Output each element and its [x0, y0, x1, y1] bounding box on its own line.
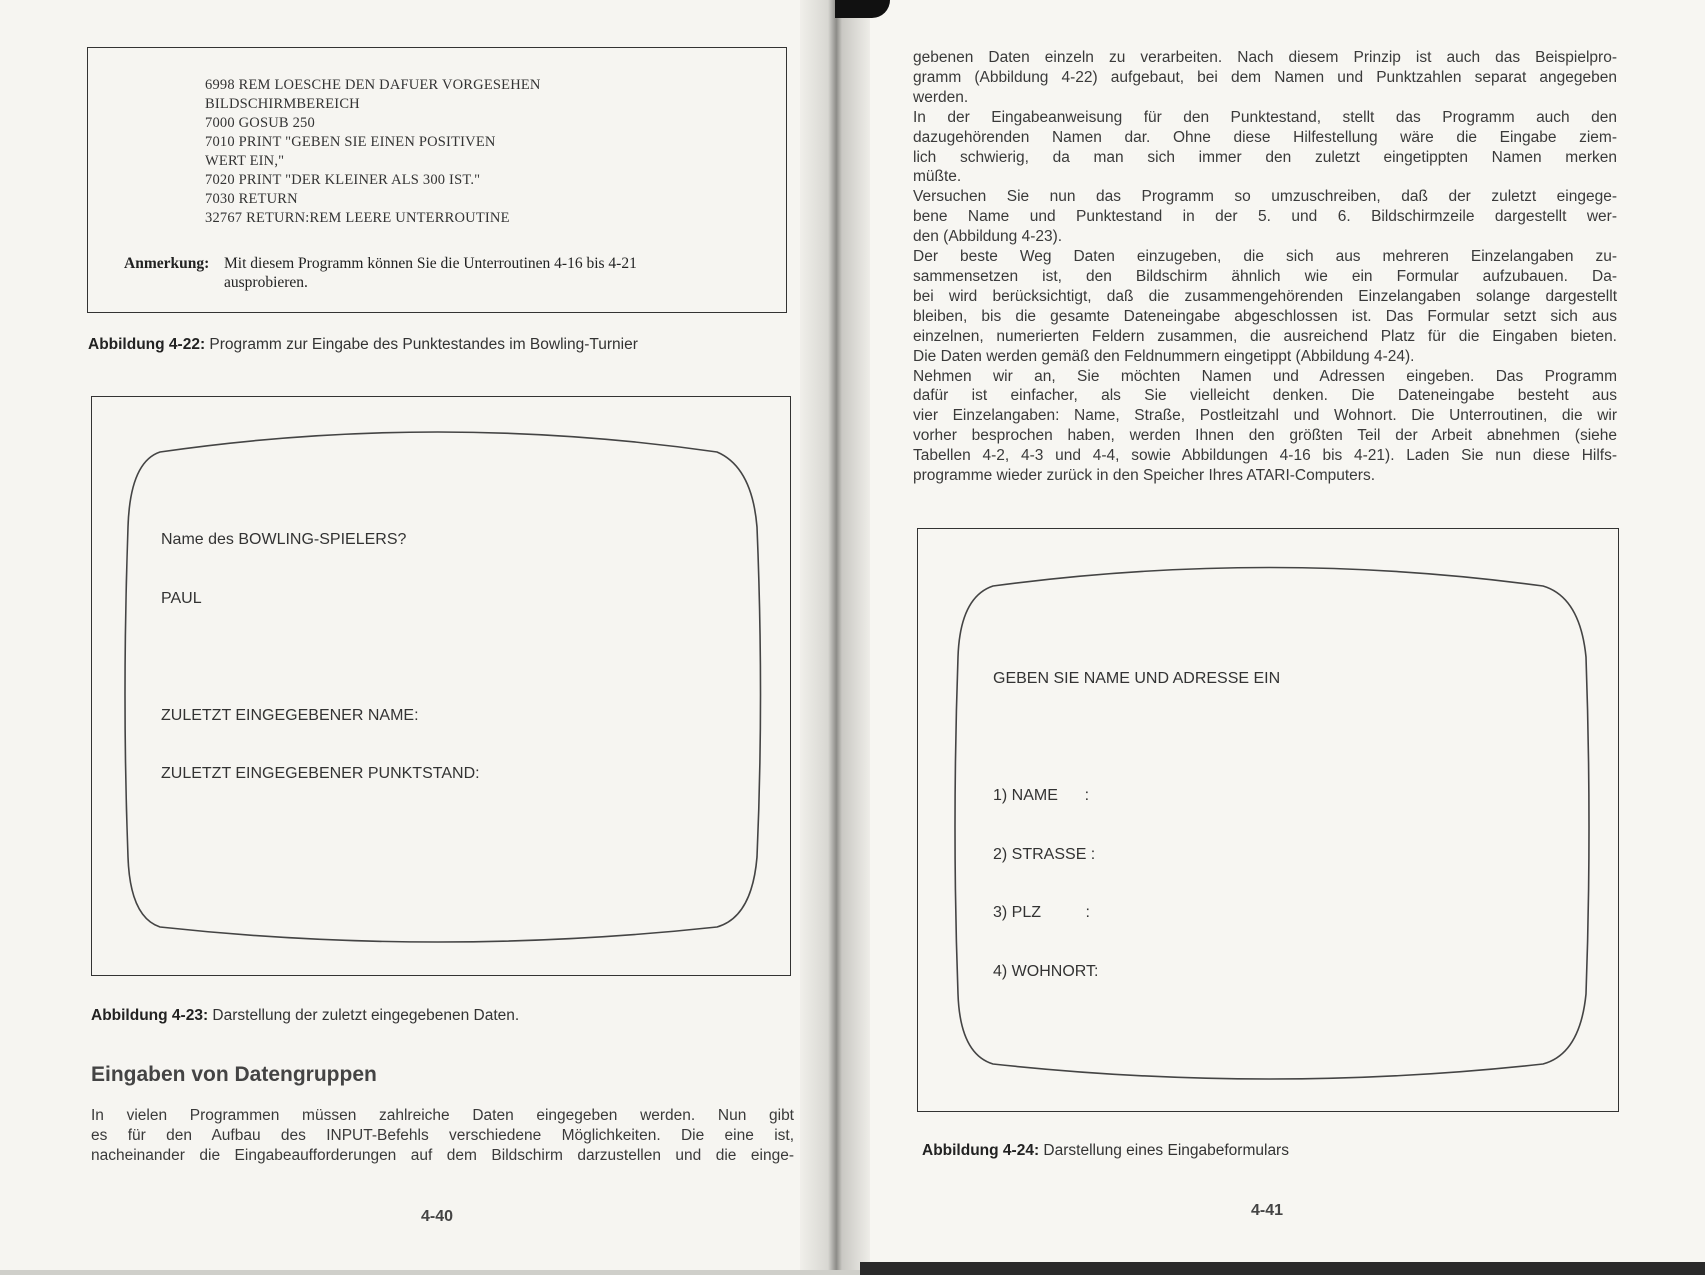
left-body-text	[91, 1106, 794, 1166]
code-line: 7030 RETURN	[205, 191, 298, 207]
left-page	[0, 0, 845, 1275]
body-line: werden.	[913, 88, 969, 106]
figure-23-frame	[91, 396, 791, 976]
body-line: nacheinander die Eingabeaufforderungen auf dem Bildschirm darzustellen und die einge-	[91, 1147, 794, 1164]
screen-line-blank	[161, 647, 480, 667]
figure-22-label: Abbildung 4-22:	[88, 336, 206, 353]
body-line: bleiben, bis die gesamte Dateneingabe abgeschlossen ist. Das Formular setzt sich aus	[913, 307, 1617, 325]
screen-line: 2) STRASSE :	[993, 845, 1096, 863]
code-line: 6998 REM LOESCHE DEN DAFUER VORGESEHEN	[205, 77, 541, 93]
page-number-left: 4-40	[421, 1208, 454, 1225]
figure-24-frame	[917, 528, 1619, 1112]
figure-24-caption	[922, 1142, 1289, 1160]
screen-23-text	[161, 491, 480, 823]
screen-line: 1) NAME :	[993, 787, 1090, 804]
screen-24-text	[993, 630, 1280, 1020]
body-line: Tabellen 4-2, 4-3 und 4-4, sowie Abbildungen 4-16 bis 4-21). Laden Sie nun diese Hilfs-	[913, 447, 1617, 465]
body-line: programme wieder zurück in den Speicher Ihres ATARI-Computers.	[913, 467, 1376, 485]
figure-24-label: Abbildung 4-24:	[922, 1142, 1040, 1159]
screen-line: 3) PLZ :	[993, 904, 1090, 921]
figure-24-text: Darstellung eines Eingabeformulars	[1043, 1142, 1289, 1159]
body-line: gebenen Daten einzeln zu verarbeiten. Nach diesem Prinzip ist auch das Beispielpro-	[913, 49, 1617, 66]
screen-line: 4) WOHNORT:	[993, 962, 1099, 980]
screen-line: Name des BOWLING-SPIELERS?	[161, 531, 407, 548]
figure-23-label: Abbildung 4-23:	[91, 1007, 209, 1024]
code-line: 7020 PRINT "DER KLEINER ALS 300 IST."	[205, 172, 481, 188]
screen-line: ZULETZT EINGEGEBENER NAME:	[161, 706, 419, 724]
code-line: WERT EIN,"	[205, 153, 285, 169]
note-label: Anmerkung:	[124, 255, 210, 272]
code-line: 7010 PRINT "GEBEN SIE EINEN POSITIVEN	[205, 134, 496, 150]
body-line: Der beste Weg Daten einzugeben, die sich aus mehreren Einzelangaben zu-	[913, 248, 1617, 266]
figure-23-caption	[91, 1007, 519, 1025]
body-line: gramm (Abbildung 4-22) aufgebaut, bei dem Namen und Punktzahlen separat angegeben	[913, 68, 1617, 86]
right-body-text	[913, 48, 1617, 486]
body-line: Die Daten werden gemäß den Feldnummern eingetippt (Abbildung 4-24).	[913, 347, 1415, 365]
body-line: In vielen Programmen müssen zahlreiche Daten eingegeben werden. Nun gibt	[91, 1107, 794, 1124]
bottom-edge-left	[0, 1270, 860, 1275]
body-line: sammensetzen ist, den Bildschirm ähnlich wie ein Formular aufzubauen. Da-	[913, 267, 1617, 285]
body-line: lich schwierig, da man sich immer den zuletzt eingetippten Namen merken	[913, 148, 1617, 166]
body-line: Nehmen wir an, Sie möchten Namen und Adressen eingeben. Das Programm	[913, 367, 1617, 385]
code-listing	[205, 76, 745, 228]
book-gutter	[800, 0, 870, 1275]
code-listing-box	[87, 47, 787, 313]
figure-22-text: Programm zur Eingabe des Punktestandes im Bowling-Turnier	[209, 336, 638, 353]
body-line: dazugehörenden Namen dar. Ohne diese Hilfestellung wäre die Eingabe ziem-	[913, 128, 1617, 146]
note-text: Mit diesem Programm können Sie die Unterroutinen 4-16 bis 4-21 ausprobieren.	[224, 255, 637, 291]
body-line: dafür ist einfacher, als Sie vielleicht denken. Die Dateneingabe besteht aus	[913, 387, 1617, 405]
note	[124, 254, 764, 292]
body-line: vier Einzelangaben: Name, Straße, Postleitzahl und Wohnort. Die Unterroutinen, die wir	[913, 407, 1617, 425]
body-line: Versuchen Sie nun das Programm so umzuschreiben, daß der zuletzt eingege-	[913, 188, 1617, 206]
screen-line: PAUL	[161, 589, 202, 607]
body-line: bei wird berücksichtigt, daß die zusammengehörenden Einzelangaben solange dargestellt	[913, 287, 1617, 305]
figure-22-caption	[88, 336, 638, 354]
body-line: den (Abbildung 4-23).	[913, 228, 1063, 246]
body-line: einzelnen, numerierten Feldern zusammen, die ausreichend Platz für die Eingaben bieten.	[913, 327, 1617, 345]
bottom-edge	[860, 1262, 1705, 1275]
body-line: vorher besprochen haben, werden Ihnen den größten Teil der Arbeit abnehmen (siehe	[913, 427, 1617, 445]
page-number-right: 4-41	[1251, 1202, 1284, 1219]
screen-line: ZULETZT EINGEGEBENER PUNKTSTAND:	[161, 765, 480, 782]
screen-line-blank	[993, 728, 1280, 748]
body-line: es für den Aufbau des INPUT-Befehls verschiedene Möglichkeiten. Die eine ist,	[91, 1127, 794, 1144]
body-line: bene Name und Punktestand in der 5. und 6. Bildschirmzeile dargestellt wer-	[913, 208, 1617, 226]
code-line: 32767 RETURN:REM LEERE UNTERROUTINE	[205, 210, 510, 226]
screen-line: GEBEN SIE NAME UND ADRESSE EIN	[993, 670, 1281, 687]
body-line: In der Eingabeanweisung für den Punktestand, stellt das Programm auch den	[913, 108, 1617, 126]
body-line: müßte.	[913, 168, 962, 186]
code-line: BILDSCHIRMBEREICH	[205, 96, 360, 112]
right-page	[855, 0, 1705, 1275]
section-heading: Eingaben von Datengruppen	[91, 1063, 377, 1086]
figure-23-text: Darstellung der zuletzt eingegebenen Daten.	[212, 1007, 520, 1024]
code-line: 7000 GOSUB 250	[205, 115, 315, 131]
